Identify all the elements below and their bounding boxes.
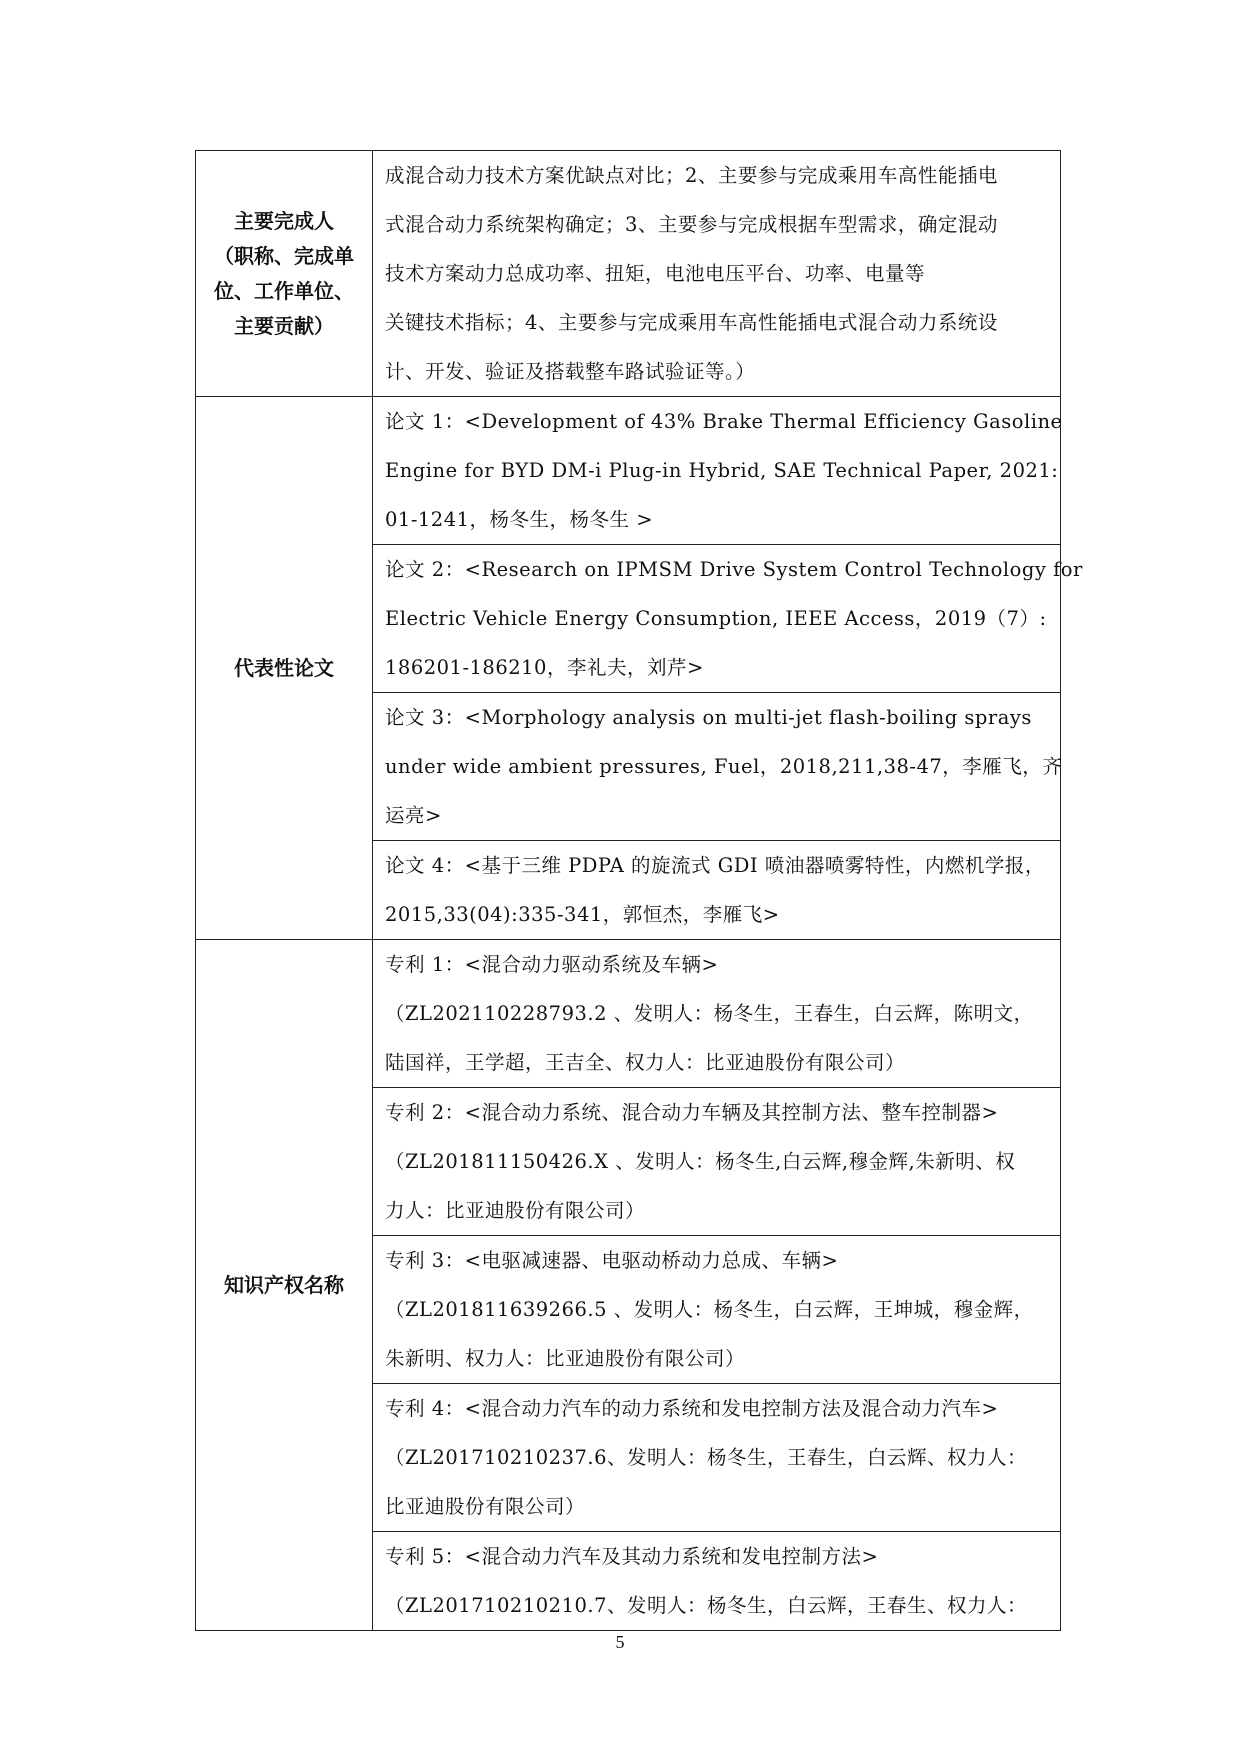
paper-3 [373, 693, 1061, 841]
row-patent-1 [196, 940, 1061, 1088]
paper-4 [373, 841, 1061, 940]
paper-1 [373, 397, 1061, 545]
patent-5 [373, 1532, 1061, 1631]
content-line: 专利 4：<混合动力汽车的动力系统和发电控制方法及混合动力汽车> [385, 1397, 999, 1420]
content-line: 2015,33(04):335-341，郭恒杰，李雁飞> [385, 903, 780, 926]
label-main-contributors [196, 151, 373, 397]
patent-3 [373, 1236, 1061, 1384]
content-main-contributors [373, 151, 1061, 397]
row-paper-1 [196, 397, 1061, 545]
label-line: 位、工作单位、 [214, 278, 354, 303]
content-line: 陆国祥，王学超，王吉全、权力人：比亚迪股份有限公司） [385, 1051, 906, 1074]
page-number: 5 [615, 1632, 625, 1652]
content-line: Electric Vehicle Energy Consumption, IEEE Access，2019（7）: [385, 607, 1047, 630]
content-line: 专利 2：<混合动力系统、混合动力车辆及其控制方法、整车控制器> [385, 1101, 999, 1124]
label-ip: 知识产权名称 [196, 940, 373, 1631]
content-line: 01-1241，杨冬生，杨冬生 > [385, 508, 654, 531]
content-line: 关键技术指标；4、主要参与完成乘用车高性能插电式混合动力系统设 [385, 311, 998, 334]
form-table [195, 150, 1083, 1631]
content-line: 比亚迪股份有限公司） [385, 1495, 586, 1518]
paper-2 [373, 545, 1083, 693]
content-line: 朱新明、权力人：比亚迪股份有限公司） [385, 1347, 746, 1370]
content-line: 论文 2：<Research on IPMSM Drive System Control Technology for [385, 558, 1083, 581]
content-line: （ZL201710210210.7、发明人：杨冬生，白云辉，王春生、权力人： [385, 1594, 1027, 1617]
patent-4 [373, 1384, 1061, 1532]
content-line: 技术方案动力总成功率、扭矩，电池电压平台、功率、电量等 [385, 262, 926, 285]
content-line: 力人：比亚迪股份有限公司） [385, 1199, 646, 1222]
content-line: 成混合动力技术方案优缺点对比；2、主要参与完成乘用车高性能插电 [385, 164, 998, 187]
patent-2 [373, 1088, 1061, 1236]
content-line: 专利 5：<混合动力汽车及其动力系统和发电控制方法> [385, 1545, 879, 1568]
content-line: 论文 4：<基于三维 PDPA 的旋流式 GDI 喷油器喷雾特性，内燃机学报， [385, 854, 1045, 877]
content-line: 式混合动力系统架构确定；3、主要参与完成根据车型需求，确定混动 [385, 213, 998, 236]
patent-1 [373, 940, 1061, 1088]
content-line: （ZL201811150426.X 、发明人：杨冬生,白云辉,穆金辉,朱新明、权 [385, 1150, 1016, 1173]
content-line: 专利 3：<电驱减速器、电驱动桥动力总成、车辆> [385, 1249, 839, 1272]
content-line: （ZL201710210237.6、发明人：杨冬生，王春生，白云辉、权力人： [385, 1446, 1027, 1469]
content-line: 专利 1：<混合动力驱动系统及车辆> [385, 953, 719, 976]
content-line: （ZL202110228793.2 、发明人：杨冬生，王春生，白云辉，陈明文， [385, 1002, 1034, 1025]
row-main-contributors [196, 151, 1061, 397]
content-line: 计、开发、验证及搭载整车路试验证等。） [385, 360, 756, 383]
content-line: Engine for BYD DM-i Plug-in Hybrid, SAE Technical Paper, 2021: [385, 459, 1059, 482]
content-line: 论文 3：<Morphology analysis on multi-jet flash-boiling sprays [385, 706, 1032, 729]
content-line: 运亮> [385, 804, 442, 827]
label-line: 主要贡献） [234, 313, 334, 338]
content-line: （ZL201811639266.5 、发明人：杨冬生，白云辉，王坤城，穆金辉， [385, 1298, 1034, 1321]
label-papers: 代表性论文 [196, 397, 373, 940]
content-line: 论文 1：<Development of 43% Brake Thermal Efficiency Gasoline [385, 410, 1063, 433]
label-line: 主要完成人 [234, 208, 334, 233]
content-line: 186201-186210，李礼夫，刘芹> [385, 656, 704, 679]
label-line: （职称、完成单 [214, 243, 354, 268]
content-line: under wide ambient pressures, Fuel，2018,211,38-47，李雁飞，齐 [385, 755, 1063, 778]
